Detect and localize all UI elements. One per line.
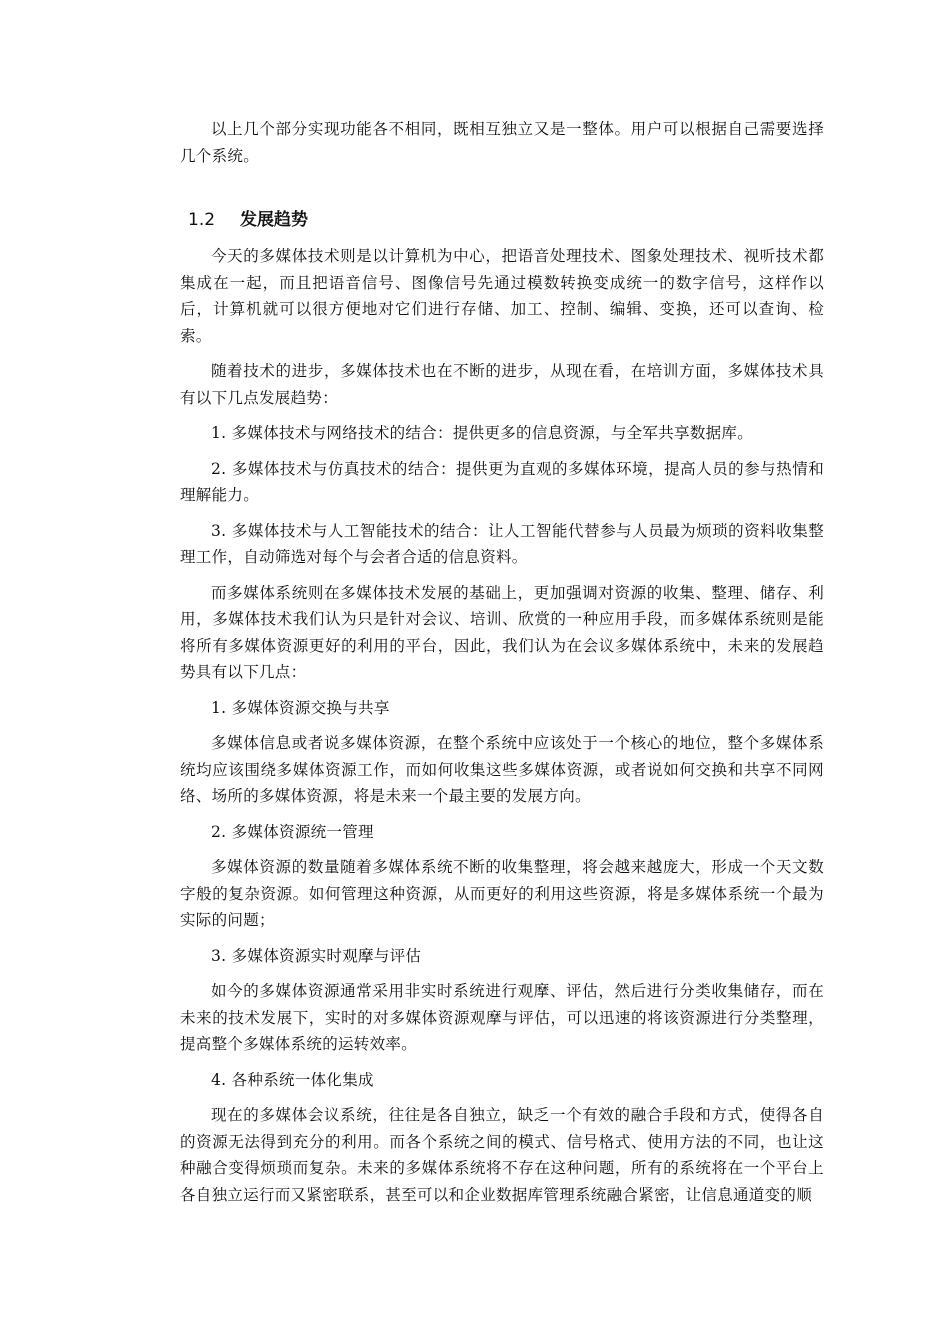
paragraph-unified-management: 多媒体资源的数量随着多媒体系统不断的收集整理，将会越来越庞大，形成一个天文数字般的复杂资源。如何管理这种资源，从而更好的利用这些资源，将是多媒体系统一个最为实际的问题；: [180, 858, 824, 929]
subheading-realtime-evaluation: 3. 多媒体资源实时观摩与评估: [211, 946, 422, 965]
paragraph-system-integration: 现在的多媒体会议系统，往往是各自独立，缺乏一个有效的融合手段和方式，使得各自的资源无法得到充分的利用。而各个系统之间的模式、信号格式、使用方法的不同，也让这种融合变得烦琐而复杂。未来的多媒体系统将不存在这种问题，所有的系统将在一个平台上各自独立运行而又紧密联系，甚至可以和企业数据库管理系统融合紧密，让信息通道变的顺: [180, 1106, 824, 1204]
subheading-exchange-sharing: 1. 多媒体资源交换与共享: [211, 698, 390, 717]
paragraph-multimedia-system: 而多媒体系统则在多媒体技术发展的基础上，更加强调对资源的收集、整理、储存、利用，多媒体技术我们认为只是针对会议、培训、欣赏的一种应用手段，而多媒体系统则是能将所有多媒体资源更好的利用的平台，因此，我们认为在会议多媒体系统中，未来的发展趋势具有以下几点：: [180, 583, 824, 681]
intro-paragraph: 以上几个部分实现功能各不相同，既相互独立又是一整体。用户可以根据自己需要选择几个系统。: [180, 120, 824, 165]
trend-item-simulation: 2. 多媒体技术与仿真技术的结合：提供更为直观的多媒体环境，提高人员的参与热情和理解能力。: [180, 459, 824, 504]
subheading-system-integration: 4. 各种系统一体化集成: [211, 1070, 374, 1089]
paragraph-multimedia-today: 今天的多媒体技术则是以计算机为中心，把语音处理技术、图象处理技术、视听技术都集成在一起，而且把语音信号、图像信号先通过模数转换变成统一的数字信号，这样作以后，计算机就可以很方便地对它们进行存储、加工、控制、编辑、变换，还可以查询、检索。: [180, 247, 824, 345]
document-body: [180, 116, 824, 1217]
section-heading: [180, 205, 824, 235]
section-number: 1.2: [188, 210, 216, 230]
subheading-unified-management: 2. 多媒体资源统一管理: [211, 822, 374, 841]
paragraph-trend-intro: 随着技术的进步，多媒体技术也在不断的进步，从现在看，在培训方面，多媒体技术具有以下几点发展趋势：: [180, 362, 824, 407]
trend-item-ai: 3. 多媒体技术与人工智能技术的结合：让人工智能代替参与人员最为烦琐的资料收集整理工作，自动筛选对每个与会者合适的信息资料。: [180, 521, 824, 566]
paragraph-exchange-sharing: 多媒体信息或者说多媒体资源，在整个系统中应该处于一个核心的地位，整个多媒体系统均应该围绕多媒体资源工作，而如何收集这些多媒体资源，或者说如何交换和共享不同网络、场所的多媒体资源，将是未来一个最主要的发展方向。: [180, 734, 824, 805]
section-title: 发展趋势: [240, 210, 308, 230]
trend-item-network: 1. 多媒体技术与网络技术的结合：提供更多的信息资源，与全军共享数据库。: [211, 424, 754, 442]
paragraph-realtime-evaluation: 如今的多媒体资源通常采用非实时系统进行观摩、评估，然后进行分类收集储存，而在未来的技术发展下，实时的对多媒体资源观摩与评估，可以迅速的将该资源进行分类整理，提高整个多媒体系统的运转效率。: [180, 982, 824, 1053]
